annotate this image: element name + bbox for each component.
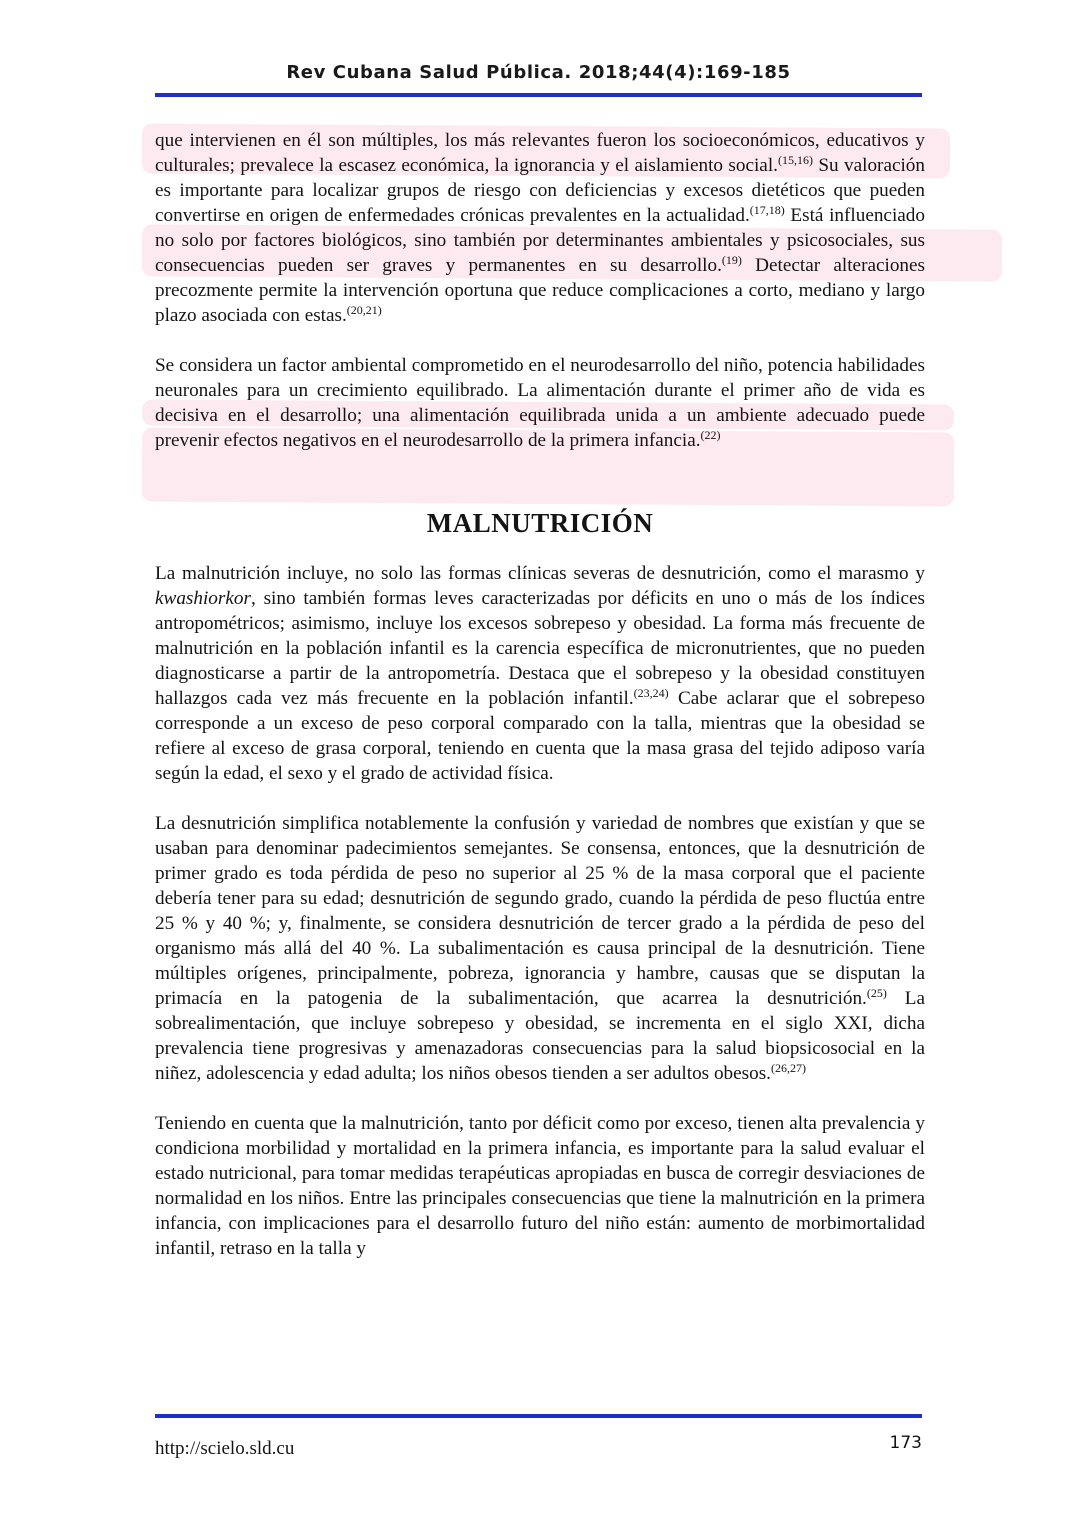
footer-rule — [155, 1414, 922, 1418]
paragraph — [155, 811, 925, 1086]
header-rule — [155, 93, 922, 97]
paragraph-text: La malnutrición incluye, no solo las formas clínicas severas de desnutrición, como el marasmo y — [155, 563, 925, 584]
citation-ref: (19) — [721, 253, 742, 267]
paragraph-text: La desnutrición simplifica notablemente la confusión y variedad de nombres que existían y que se usaban para denominar padecimientos semejantes. Se consensa, entonces, que la desnutrición de primer grado es toda pérdida de peso no superior al 25 % de la masa corporal que el paciente debería tener para su edad; desnutrición de segundo grado, cuando la pérdida de peso fluctúa entre 25 % y 40 %; y, finalmente, se considera desnutrición de tercer grado a la pérdida de peso del organismo más allá del 40 %. La subalimentación es causa principal de la desnutrición. Tiene múltiples orígenes, principalmente, pobreza, ignorancia y hambre, causas que se disputan la primacía en la patogenia de la subalimentación, que acarrea la desnutrición. — [155, 813, 925, 1009]
paragraph-text: La sobrealimentación, que incluye sobrepeso y obesidad, se incrementa en el siglo XXI, dicha prevalencia tiene progresivas y amenazadoras consecuencias para la salud biopsicosocial en la niñez, adolescencia y edad adulta; los niños obesos tienden a ser adultos obesos. — [155, 988, 925, 1084]
paragraph-text: , sino también formas leves caracterizadas por déficits en uno o más de los índices antropométricos; asimismo, incluye los excesos sobrepeso y obesidad. La forma más frecuente de malnutrición en la población infantil es la carencia específica de micronutrientes, que no pueden diagnosticarse a partir de la antropometría. Destaca que el sobrepeso y la obesidad constituyen hallazgos cada vez más frecuente en la población infantil. — [155, 588, 925, 709]
journal-header: Rev Cubana Salud Pública. 2018;44(4):169-185 — [286, 62, 791, 83]
citation-ref: (23,24) — [633, 686, 669, 700]
citation-ref: (25) — [866, 986, 887, 1000]
italic-term: kwashiorkor — [155, 588, 251, 609]
citation-ref: (15,16) — [777, 153, 813, 167]
page-number: 173 — [889, 1433, 922, 1453]
paragraph-text: Cabe aclarar que el sobrepeso corresponde a un exceso de peso corporal comparado con la talla, mientras que la obesidad se refiere al exceso de grasa corporal, teniendo en cuenta que la masa grasa del tejido adiposo varía según la edad, el sexo y el grado de actividad física. — [155, 688, 925, 784]
citation-ref: (26,27) — [770, 1061, 806, 1075]
paragraph-text: Su valoración es importante para localizar grupos de riesgo con deficiencias y excesos dietéticos que pueden convertirse en origen de enfermedades crónicas prevalentes en la actualidad. — [155, 155, 925, 226]
paragraph — [155, 128, 925, 328]
paragraph-text: Teniendo en cuenta que la malnutrición, tanto por déficit como por exceso, tienen alta prevalencia y condiciona morbilidad y mortalidad en la primera infancia, es importante para la salud evaluar el estado nutricional, para tomar medidas terapéuticas apropiadas en busca de corregir desviaciones de normalidad en los niños. Entre las principales consecuencias que tiene la malnutrición en la primera infancia, con implicaciones para el desarrollo futuro del niño están: aumento de morbimortalidad infantil, retraso en la talla y — [155, 1113, 925, 1259]
paragraph-text: Detectar alteraciones precozmente permite la intervención oportuna que reduce complicaciones a corto, mediano y largo plazo asociada con estas. — [155, 255, 925, 326]
paragraph-text: Está influenciado no solo por factores biológicos, sino también por determinantes ambientales y psicosociales, sus consecuencias pueden ser graves y permanentes en su desarrollo. — [155, 205, 925, 276]
paragraph — [155, 561, 925, 786]
section-title: MALNUTRICIÓN — [426, 508, 654, 538]
citation-ref: (17,18) — [749, 203, 785, 217]
citation-ref: (20,21) — [346, 303, 382, 317]
paragraph-text: Se considera un factor ambiental comprometido en el neurodesarrollo del niño, potencia habilidades neuronales para un crecimiento equilibrado. La alimentación durante el primer año de vida es decisiva en el desarrollo; una alimentación equilibrada unida a un ambiente adecuado puede prevenir efectos negativos en el neurodesarrollo de la primera infancia. — [155, 355, 925, 451]
paragraph — [155, 353, 925, 453]
article-body — [155, 128, 925, 1286]
paragraph — [155, 1111, 925, 1261]
footer-url[interactable]: http://scielo.sld.cu — [155, 1438, 295, 1459]
paragraph-text: que intervienen en él son múltiples, los más relevantes fueron los socioeconómicos, educativos y culturales; prevalece la escasez económica, la ignorancia y el aislamiento social. — [155, 130, 925, 176]
citation-ref: (22) — [700, 428, 721, 442]
